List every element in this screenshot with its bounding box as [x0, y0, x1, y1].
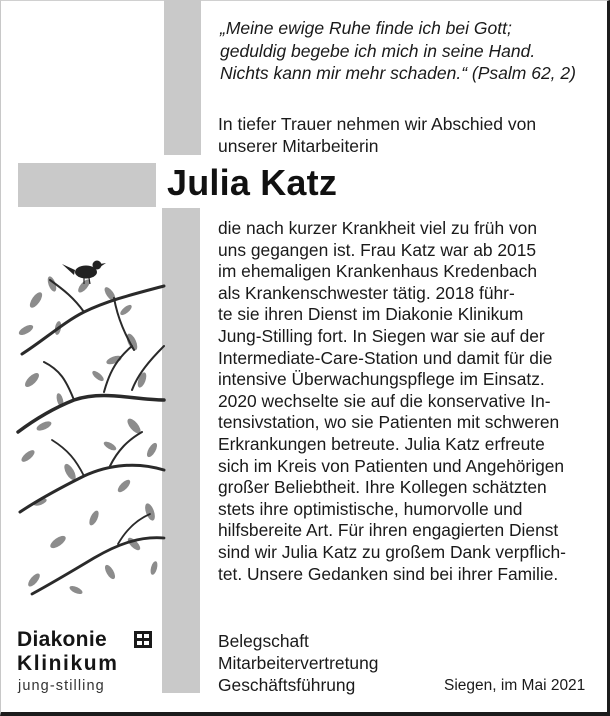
body-line: hilfsbereite Art. Für ihren engagierten Dienst — [218, 520, 559, 541]
body-line: tensivstation, wo sie Patienten mit schweren — [218, 412, 560, 433]
diakonie-klinikum-logo — [17, 628, 167, 698]
body-line: stets ihre optimistische, humorvolle und — [218, 498, 523, 519]
body-line: Jung-Stilling fort. In Siegen war sie auf der — [218, 325, 545, 346]
body-line: sind wir Julia Katz zu großem Dank verpflich- — [218, 541, 566, 562]
tree-branch-with-bird-illustration — [14, 250, 174, 610]
quote-line: Nichts kann mir mehr schaden.“ (Psalm 62, 2) — [220, 63, 576, 83]
intro-line: unserer Mitarbeiterin — [218, 136, 379, 156]
body-line: 2020 wechselte sie auf die konservative In- — [218, 390, 551, 411]
body-line: Erkrankungen betreute. Julia Katz erfreute — [218, 433, 545, 454]
body-line: intensive Überwachungspflege im Einsatz. — [218, 369, 545, 390]
cross-upper-beam — [164, 0, 201, 155]
quote-line: geduldig begebe ich mich in seine Hand. — [220, 40, 536, 61]
signer: Belegschaft — [218, 631, 309, 651]
body-line: sich im Kreis von Patienten und Angehörigen — [218, 455, 565, 476]
body-line: uns gegangen ist. Frau Katz war ab 2015 — [218, 239, 537, 260]
body-line: im ehemaligen Krankenhaus Kredenbach — [218, 261, 538, 282]
intro-line: In tiefer Trauer nehmen wir Abschied von — [218, 114, 537, 134]
body-line: die nach kurzer Krankheit viel zu früh von — [218, 218, 537, 238]
body-line: te sie ihren Dienst im Diakonie Klinikum — [218, 304, 524, 325]
signers — [218, 630, 378, 696]
intro-text — [218, 113, 598, 157]
body-line: Intermediate-Care-Station und damit für die — [218, 347, 553, 368]
body-line: tet. Unsere Gedanken sind bei ihrer Familie. — [218, 563, 559, 584]
deceased-name: Julia Katz — [167, 162, 338, 203]
body-line: als Krankenschwester tätig. 2018 führ- — [218, 282, 515, 303]
obituary-body — [218, 218, 603, 585]
signer: Geschäftsführung — [218, 675, 356, 695]
quote-line: „Meine ewige Ruhe finde ich bei Gott; — [220, 18, 512, 38]
body-line: großer Beliebtheit. Ihre Kollegen schätzten — [218, 477, 547, 498]
cross-horizontal-beam — [18, 163, 156, 207]
logo-line-2: Klinikum — [17, 652, 119, 675]
place-date: Siegen, im Mai 2021 — [444, 677, 586, 694]
logo-line-1: Diakonie — [17, 628, 107, 651]
logo-line-3: jung-stilling — [18, 678, 105, 694]
signer: Mitarbeitervertretung — [218, 653, 379, 673]
branches — [18, 280, 164, 594]
bird-icon — [62, 261, 106, 285]
psalm-quote — [220, 17, 600, 85]
diakonie-mark-icon — [134, 631, 152, 648]
